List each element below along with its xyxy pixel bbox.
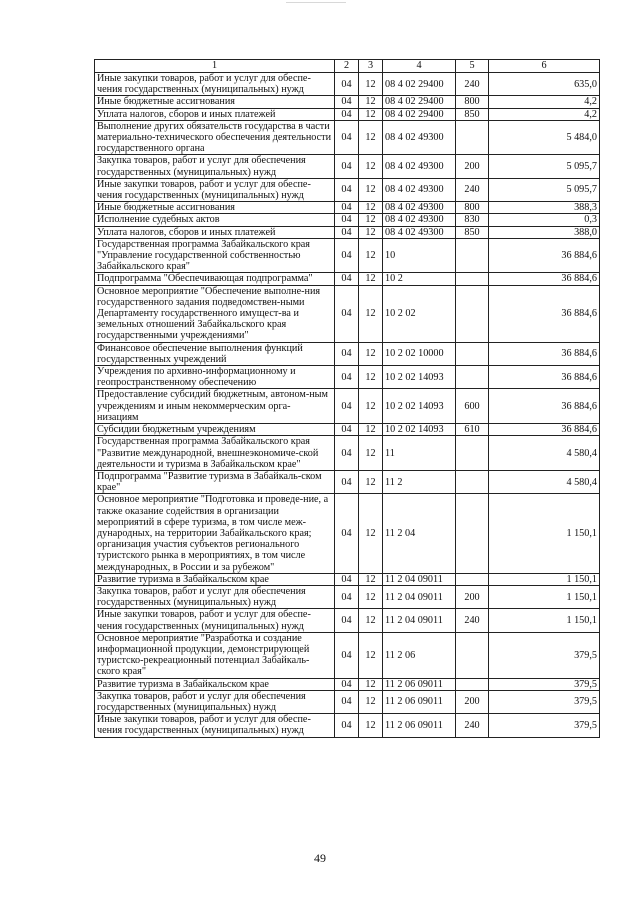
table-row	[95, 436, 600, 471]
amount-cell: 36 884,6	[489, 424, 600, 436]
table-row	[95, 285, 600, 342]
amount-cell: 4 580,4	[489, 436, 600, 471]
expense-type-cell: 240	[456, 609, 489, 632]
expense-type-cell	[456, 470, 489, 493]
header-cell-5: 5	[456, 60, 489, 73]
section-code-cell: 04	[335, 226, 359, 238]
amount-cell: 4,2	[489, 96, 600, 108]
amount-cell: 1 150,1	[489, 585, 600, 608]
expense-type-cell: 830	[456, 214, 489, 226]
target-article-cell: 08 4 02 49300	[383, 178, 456, 201]
table-body	[95, 73, 600, 738]
section-code-cell: 04	[335, 436, 359, 471]
amount-cell: 36 884,6	[489, 342, 600, 365]
expense-name-cell: Основное мероприятие "Разработка и создание информационной продукции, демонстрирующей туристско-рекреационный потенциал Забайкаль-ского края"	[95, 632, 335, 678]
subsection-code-cell: 12	[359, 690, 383, 713]
header-cell-2: 2	[335, 60, 359, 73]
expense-name-cell: Подпрограмма "Обеспечивающая подпрограмма"	[95, 273, 335, 285]
expense-type-cell: 200	[456, 585, 489, 608]
section-code-cell: 04	[335, 424, 359, 436]
subsection-code-cell: 12	[359, 273, 383, 285]
target-article-cell: 08 4 02 29400	[383, 96, 456, 108]
section-code-cell: 04	[335, 389, 359, 424]
target-article-cell: 08 4 02 49300	[383, 120, 456, 155]
subsection-code-cell: 12	[359, 436, 383, 471]
subsection-code-cell: 12	[359, 178, 383, 201]
table-row	[95, 342, 600, 365]
table-row	[95, 494, 600, 573]
amount-cell: 1 150,1	[489, 494, 600, 573]
amount-cell: 379,5	[489, 678, 600, 690]
table-row	[95, 96, 600, 108]
subsection-code-cell: 12	[359, 632, 383, 678]
expense-type-cell	[456, 238, 489, 273]
subsection-code-cell: 12	[359, 585, 383, 608]
expense-name-cell: Выполнение других обязательств государства в части материально-технического обеспечения деятельности государственного органа	[95, 120, 335, 155]
table-row	[95, 120, 600, 155]
budget-table	[94, 59, 600, 738]
section-code-cell: 04	[335, 678, 359, 690]
section-code-cell: 04	[335, 73, 359, 96]
expense-name-cell: Иные закупки товаров, работ и услуг для обеспе-чения государственных (муниципальных) нужд	[95, 178, 335, 201]
table-row	[95, 690, 600, 713]
amount-cell: 5 095,7	[489, 155, 600, 178]
table-row	[95, 73, 600, 96]
expense-name-cell: Иные закупки товаров, работ и услуг для обеспе-чения государственных (муниципальных) нужд	[95, 714, 335, 737]
table-row	[95, 366, 600, 389]
subsection-code-cell: 12	[359, 226, 383, 238]
section-code-cell: 04	[335, 366, 359, 389]
subsection-code-cell: 12	[359, 494, 383, 573]
section-code-cell: 04	[335, 202, 359, 214]
table-row	[95, 108, 600, 120]
page-number: 49	[314, 851, 326, 865]
expense-name-cell: Государственная программа Забайкальского края "Управление государственной собственностью Забайкальского края"	[95, 238, 335, 273]
target-article-cell: 08 4 02 49300	[383, 155, 456, 178]
subsection-code-cell: 12	[359, 285, 383, 342]
expense-type-cell: 240	[456, 714, 489, 737]
amount-cell: 5 095,7	[489, 178, 600, 201]
section-code-cell: 04	[335, 573, 359, 585]
target-article-cell: 11 2 04	[383, 494, 456, 573]
target-article-cell: 11 2 06 09011	[383, 678, 456, 690]
expense-name-cell: Уплата налогов, сборов и иных платежей	[95, 108, 335, 120]
header-cell-1: 1	[95, 60, 335, 73]
expense-name-cell: Предоставление субсидий бюджетным, автоном-ным учреждениям и иным некоммерческим орга-низациям	[95, 389, 335, 424]
section-code-cell: 04	[335, 238, 359, 273]
expense-name-cell: Государственная программа Забайкальского края "Развитие международной, внешнеэкономиче-ской деятельности и туризма в Забайкальском крае"	[95, 436, 335, 471]
section-code-cell: 04	[335, 273, 359, 285]
expense-type-cell: 240	[456, 73, 489, 96]
table-row	[95, 585, 600, 608]
subsection-code-cell: 12	[359, 214, 383, 226]
table-row	[95, 389, 600, 424]
target-article-cell: 10 2	[383, 273, 456, 285]
section-code-cell: 04	[335, 470, 359, 493]
subsection-code-cell: 12	[359, 424, 383, 436]
expense-name-cell: Учреждения по архивно-информационному и геопространственному обеспечению	[95, 366, 335, 389]
subsection-code-cell: 12	[359, 678, 383, 690]
subsection-code-cell: 12	[359, 389, 383, 424]
table-row	[95, 214, 600, 226]
section-code-cell: 04	[335, 632, 359, 678]
amount-cell: 4,2	[489, 108, 600, 120]
subsection-code-cell: 12	[359, 202, 383, 214]
expense-type-cell	[456, 120, 489, 155]
section-code-cell: 04	[335, 214, 359, 226]
expense-name-cell: Закупка товаров, работ и услуг для обеспечения государственных (муниципальных) нужд	[95, 585, 335, 608]
expense-type-cell	[456, 285, 489, 342]
amount-cell: 388,0	[489, 226, 600, 238]
target-article-cell: 10 2 02 14093	[383, 389, 456, 424]
target-article-cell: 11 2	[383, 470, 456, 493]
table-row	[95, 470, 600, 493]
expense-name-cell: Уплата налогов, сборов и иных платежей	[95, 226, 335, 238]
target-article-cell: 10 2 02 10000	[383, 342, 456, 365]
target-article-cell: 10 2 02 14093	[383, 366, 456, 389]
target-article-cell: 11	[383, 436, 456, 471]
subsection-code-cell: 12	[359, 73, 383, 96]
expense-type-cell	[456, 436, 489, 471]
amount-cell: 388,3	[489, 202, 600, 214]
target-article-cell: 10	[383, 238, 456, 273]
table-row	[95, 155, 600, 178]
subsection-code-cell: 12	[359, 238, 383, 273]
amount-cell: 379,5	[489, 690, 600, 713]
expense-name-cell: Иные закупки товаров, работ и услуг для обеспе-чения государственных (муниципальных) нужд	[95, 609, 335, 632]
target-article-cell: 11 2 04 09011	[383, 609, 456, 632]
table-row	[95, 178, 600, 201]
table-header-row	[95, 60, 600, 73]
section-code-cell: 04	[335, 714, 359, 737]
expense-name-cell: Развитие туризма в Забайкальском крае	[95, 678, 335, 690]
section-code-cell: 04	[335, 585, 359, 608]
amount-cell: 0,3	[489, 214, 600, 226]
header-cell-6: 6	[489, 60, 600, 73]
expense-name-cell: Иные бюджетные ассигнования	[95, 202, 335, 214]
expense-type-cell: 240	[456, 178, 489, 201]
subsection-code-cell: 12	[359, 714, 383, 737]
subsection-code-cell: 12	[359, 120, 383, 155]
target-article-cell: 08 4 02 29400	[383, 108, 456, 120]
table-row	[95, 273, 600, 285]
section-code-cell: 04	[335, 690, 359, 713]
section-code-cell: 04	[335, 155, 359, 178]
section-code-cell: 04	[335, 609, 359, 632]
expense-name-cell: Основное мероприятие "Обеспечение выполне-ния государственного задания подведомствен-ными Департаменту государственного имущест-ва и земельных отношений Забайкальского края государственными учреждениями"	[95, 285, 335, 342]
amount-cell: 36 884,6	[489, 366, 600, 389]
subsection-code-cell: 12	[359, 342, 383, 365]
table-row	[95, 678, 600, 690]
section-code-cell: 04	[335, 120, 359, 155]
subsection-code-cell: 12	[359, 470, 383, 493]
expense-type-cell: 200	[456, 155, 489, 178]
target-article-cell: 10 2 02 14093	[383, 424, 456, 436]
amount-cell: 5 484,0	[489, 120, 600, 155]
section-code-cell: 04	[335, 96, 359, 108]
expense-name-cell: Исполнение судебных актов	[95, 214, 335, 226]
table-row	[95, 238, 600, 273]
section-code-cell: 04	[335, 285, 359, 342]
subsection-code-cell: 12	[359, 155, 383, 178]
header-cell-3: 3	[359, 60, 383, 73]
subsection-code-cell: 12	[359, 96, 383, 108]
scan-mark	[286, 2, 346, 3]
expense-name-cell: Иные бюджетные ассигнования	[95, 96, 335, 108]
subsection-code-cell: 12	[359, 609, 383, 632]
subsection-code-cell: 12	[359, 108, 383, 120]
expense-name-cell: Закупка товаров, работ и услуг для обеспечения государственных (муниципальных) нужд	[95, 690, 335, 713]
amount-cell: 379,5	[489, 714, 600, 737]
amount-cell: 635,0	[489, 73, 600, 96]
target-article-cell: 11 2 04 09011	[383, 573, 456, 585]
target-article-cell: 10 2 02	[383, 285, 456, 342]
expense-name-cell: Субсидии бюджетным учреждениям	[95, 424, 335, 436]
subsection-code-cell: 12	[359, 366, 383, 389]
expense-type-cell: 800	[456, 96, 489, 108]
expense-name-cell: Финансовое обеспечение выполнения функций государственных учреждений	[95, 342, 335, 365]
table-row	[95, 573, 600, 585]
expense-type-cell: 850	[456, 226, 489, 238]
expense-name-cell: Иные закупки товаров, работ и услуг для обеспе-чения государственных (муниципальных) нужд	[95, 73, 335, 96]
table-row	[95, 632, 600, 678]
expense-type-cell	[456, 494, 489, 573]
table-row	[95, 609, 600, 632]
target-article-cell: 11 2 06 09011	[383, 690, 456, 713]
expense-type-cell: 600	[456, 389, 489, 424]
expense-type-cell	[456, 342, 489, 365]
section-code-cell: 04	[335, 178, 359, 201]
section-code-cell: 04	[335, 494, 359, 573]
amount-cell: 36 884,6	[489, 285, 600, 342]
expense-type-cell: 800	[456, 202, 489, 214]
target-article-cell: 08 4 02 29400	[383, 73, 456, 96]
amount-cell: 4 580,4	[489, 470, 600, 493]
expense-name-cell: Закупка товаров, работ и услуг для обеспечения государственных (муниципальных) нужд	[95, 155, 335, 178]
section-code-cell: 04	[335, 108, 359, 120]
section-code-cell: 04	[335, 342, 359, 365]
target-article-cell: 08 4 02 49300	[383, 226, 456, 238]
amount-cell: 1 150,1	[489, 573, 600, 585]
expense-type-cell	[456, 632, 489, 678]
table-row	[95, 226, 600, 238]
table-row	[95, 424, 600, 436]
header-cell-4: 4	[383, 60, 456, 73]
amount-cell: 36 884,6	[489, 238, 600, 273]
expense-name-cell: Развитие туризма в Забайкальском крае	[95, 573, 335, 585]
expense-name-cell: Основное мероприятие "Подготовка и проведе-ние, а также оказание содействия в организации мероприятий в сфере туризма, в том числе меж-дународных, на территории Забайкальского края; организация участия субъектов регионального туристского рынка в мероприятиях, в том числе международных, в России и за рубежом"	[95, 494, 335, 573]
target-article-cell: 11 2 06	[383, 632, 456, 678]
expense-type-cell: 610	[456, 424, 489, 436]
expense-type-cell: 850	[456, 108, 489, 120]
amount-cell: 1 150,1	[489, 609, 600, 632]
expense-type-cell	[456, 366, 489, 389]
table-row	[95, 202, 600, 214]
expense-type-cell: 200	[456, 690, 489, 713]
amount-cell: 36 884,6	[489, 273, 600, 285]
target-article-cell: 08 4 02 49300	[383, 214, 456, 226]
amount-cell: 379,5	[489, 632, 600, 678]
target-article-cell: 08 4 02 49300	[383, 202, 456, 214]
expense-type-cell	[456, 573, 489, 585]
expense-type-cell	[456, 678, 489, 690]
target-article-cell: 11 2 06 09011	[383, 714, 456, 737]
expense-name-cell: Подпрограмма "Развитие туризма в Забайкаль-ском крае"	[95, 470, 335, 493]
amount-cell: 36 884,6	[489, 389, 600, 424]
expense-type-cell	[456, 273, 489, 285]
target-article-cell: 11 2 04 09011	[383, 585, 456, 608]
table-row	[95, 714, 600, 737]
subsection-code-cell: 12	[359, 573, 383, 585]
